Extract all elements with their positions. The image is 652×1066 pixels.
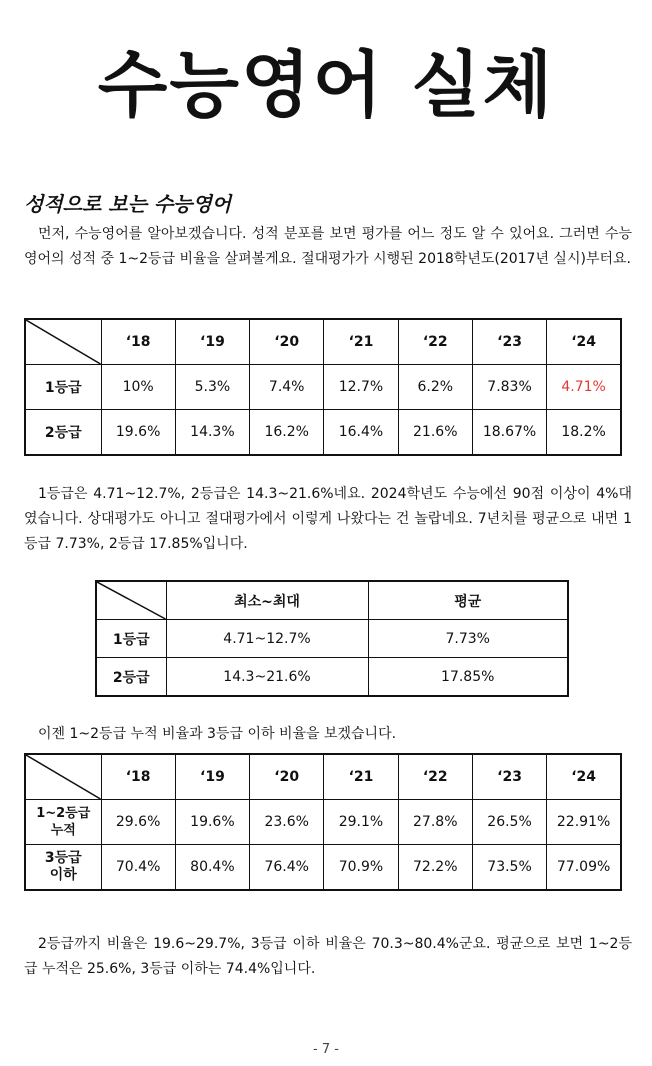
table-row (25, 800, 621, 845)
row-label-line: 누적 (50, 823, 76, 838)
year-header: ‘18 (101, 319, 175, 365)
table-cell-highlighted: 4.71% (547, 365, 621, 410)
table-cell: 72.2% (398, 845, 472, 891)
year-header: ‘21 (324, 319, 398, 365)
year-header: ‘23 (472, 319, 546, 365)
diagonal-corner-cell (25, 754, 101, 800)
row-label: 2등급 (96, 658, 166, 697)
table-cell: 77.09% (547, 845, 621, 891)
year-header: ‘21 (324, 754, 398, 800)
year-header: ‘23 (472, 754, 546, 800)
table-cell: 17.85% (368, 658, 568, 697)
table-cell: 19.6% (101, 410, 175, 456)
row-label (25, 845, 101, 891)
table-cell: 23.6% (250, 800, 324, 845)
table-cell: 14.3~21.6% (166, 658, 368, 697)
table-cell: 76.4% (250, 845, 324, 891)
table-cell: 4.71~12.7% (166, 620, 368, 658)
year-header: ‘24 (547, 754, 621, 800)
paragraph-grade-analysis: 1등급은 4.71~12.7%, 2등급은 14.3~21.6%네요. 2024학년도 수능에선 90점 이상이 4%대였습니다. 상대평가도 아니고 절대평가에서 이렇게 나왔다는 건 놀랍네요. 7년치를 평균으로 내면 1등급 7.73%, 2등급 17.85%입니다. (24, 486, 632, 552)
page-title: 수능영어 실체 (97, 43, 555, 127)
table-cell: 26.5% (472, 800, 546, 845)
table-cell: 29.6% (101, 800, 175, 845)
table-cell: 7.4% (250, 365, 324, 410)
table-cell: 7.83% (472, 365, 546, 410)
table-cell: 16.2% (250, 410, 324, 456)
row-label: 2등급 (25, 410, 101, 456)
min-max-average-table (95, 580, 569, 697)
table-cell: 22.91% (547, 800, 621, 845)
year-header: ‘22 (398, 754, 472, 800)
year-header: ‘19 (175, 319, 249, 365)
table-row (25, 845, 621, 891)
table-cell: 5.3% (175, 365, 249, 410)
table-cell: 70.9% (324, 845, 398, 891)
year-header: ‘20 (250, 754, 324, 800)
page-number: - 7 - (313, 1042, 339, 1057)
table-cell: 10% (101, 365, 175, 410)
grade-ratio-table (24, 318, 622, 456)
table-cell: 7.73% (368, 620, 568, 658)
year-header: ‘24 (547, 319, 621, 365)
table-cell: 14.3% (175, 410, 249, 456)
section-heading: 성적으로 보는 수능영어 (24, 192, 232, 216)
column-header: 평균 (368, 581, 568, 620)
table-row (25, 410, 621, 456)
table-cell: 6.2% (398, 365, 472, 410)
row-label-line: 3등급 (44, 850, 82, 866)
row-label-line: 이하 (49, 867, 77, 883)
table-cell: 27.8% (398, 800, 472, 845)
year-header: ‘20 (250, 319, 324, 365)
column-header: 최소~최대 (166, 581, 368, 620)
paragraph-cumulative-intro: 이젠 1~2등급 누적 비율과 3등급 이하 비율을 보겠습니다. (38, 726, 397, 742)
row-label (25, 800, 101, 845)
table-cell: 16.4% (324, 410, 398, 456)
table-cell: 18.2% (547, 410, 621, 456)
paragraph-cumulative-analysis: 2등급까지 비율은 19.6~29.7%, 3등급 이하 비율은 70.3~80.4%군요. 평균으로 보면 1~2등급 누적은 25.6%, 3등급 이하는 74.4%입니다. (24, 936, 632, 977)
diagonal-corner-cell (25, 319, 101, 365)
row-label: 1등급 (96, 620, 166, 658)
table-cell: 70.4% (101, 845, 175, 891)
paragraph-intro: 먼저, 수능영어를 알아보겠습니다. 성적 분포를 보면 평가를 어느 정도 알 수 있어요. 그러면 수능영어의 성적 중 1~2등급 비율을 살펴볼게요. 절대평가가 시행된 2018학년도(2017년 실시)부터요. (24, 226, 632, 267)
table-header-row (25, 754, 621, 800)
table-cell: 73.5% (472, 845, 546, 891)
year-header: ‘18 (101, 754, 175, 800)
row-label: 1등급 (25, 365, 101, 410)
year-header: ‘22 (398, 319, 472, 365)
table-cell: 80.4% (175, 845, 249, 891)
table-cell: 29.1% (324, 800, 398, 845)
table-header-row (25, 319, 621, 365)
table-row (96, 620, 568, 658)
table-row (25, 365, 621, 410)
row-label-line: 1~2등급 (36, 806, 91, 821)
table-cell: 21.6% (398, 410, 472, 456)
cumulative-ratio-table (24, 753, 622, 891)
table-header-row (96, 581, 568, 620)
table-cell: 19.6% (175, 800, 249, 845)
diagonal-corner-cell (96, 581, 166, 620)
year-header: ‘19 (175, 754, 249, 800)
table-cell: 18.67% (472, 410, 546, 456)
table-row (96, 658, 568, 697)
table-cell: 12.7% (324, 365, 398, 410)
